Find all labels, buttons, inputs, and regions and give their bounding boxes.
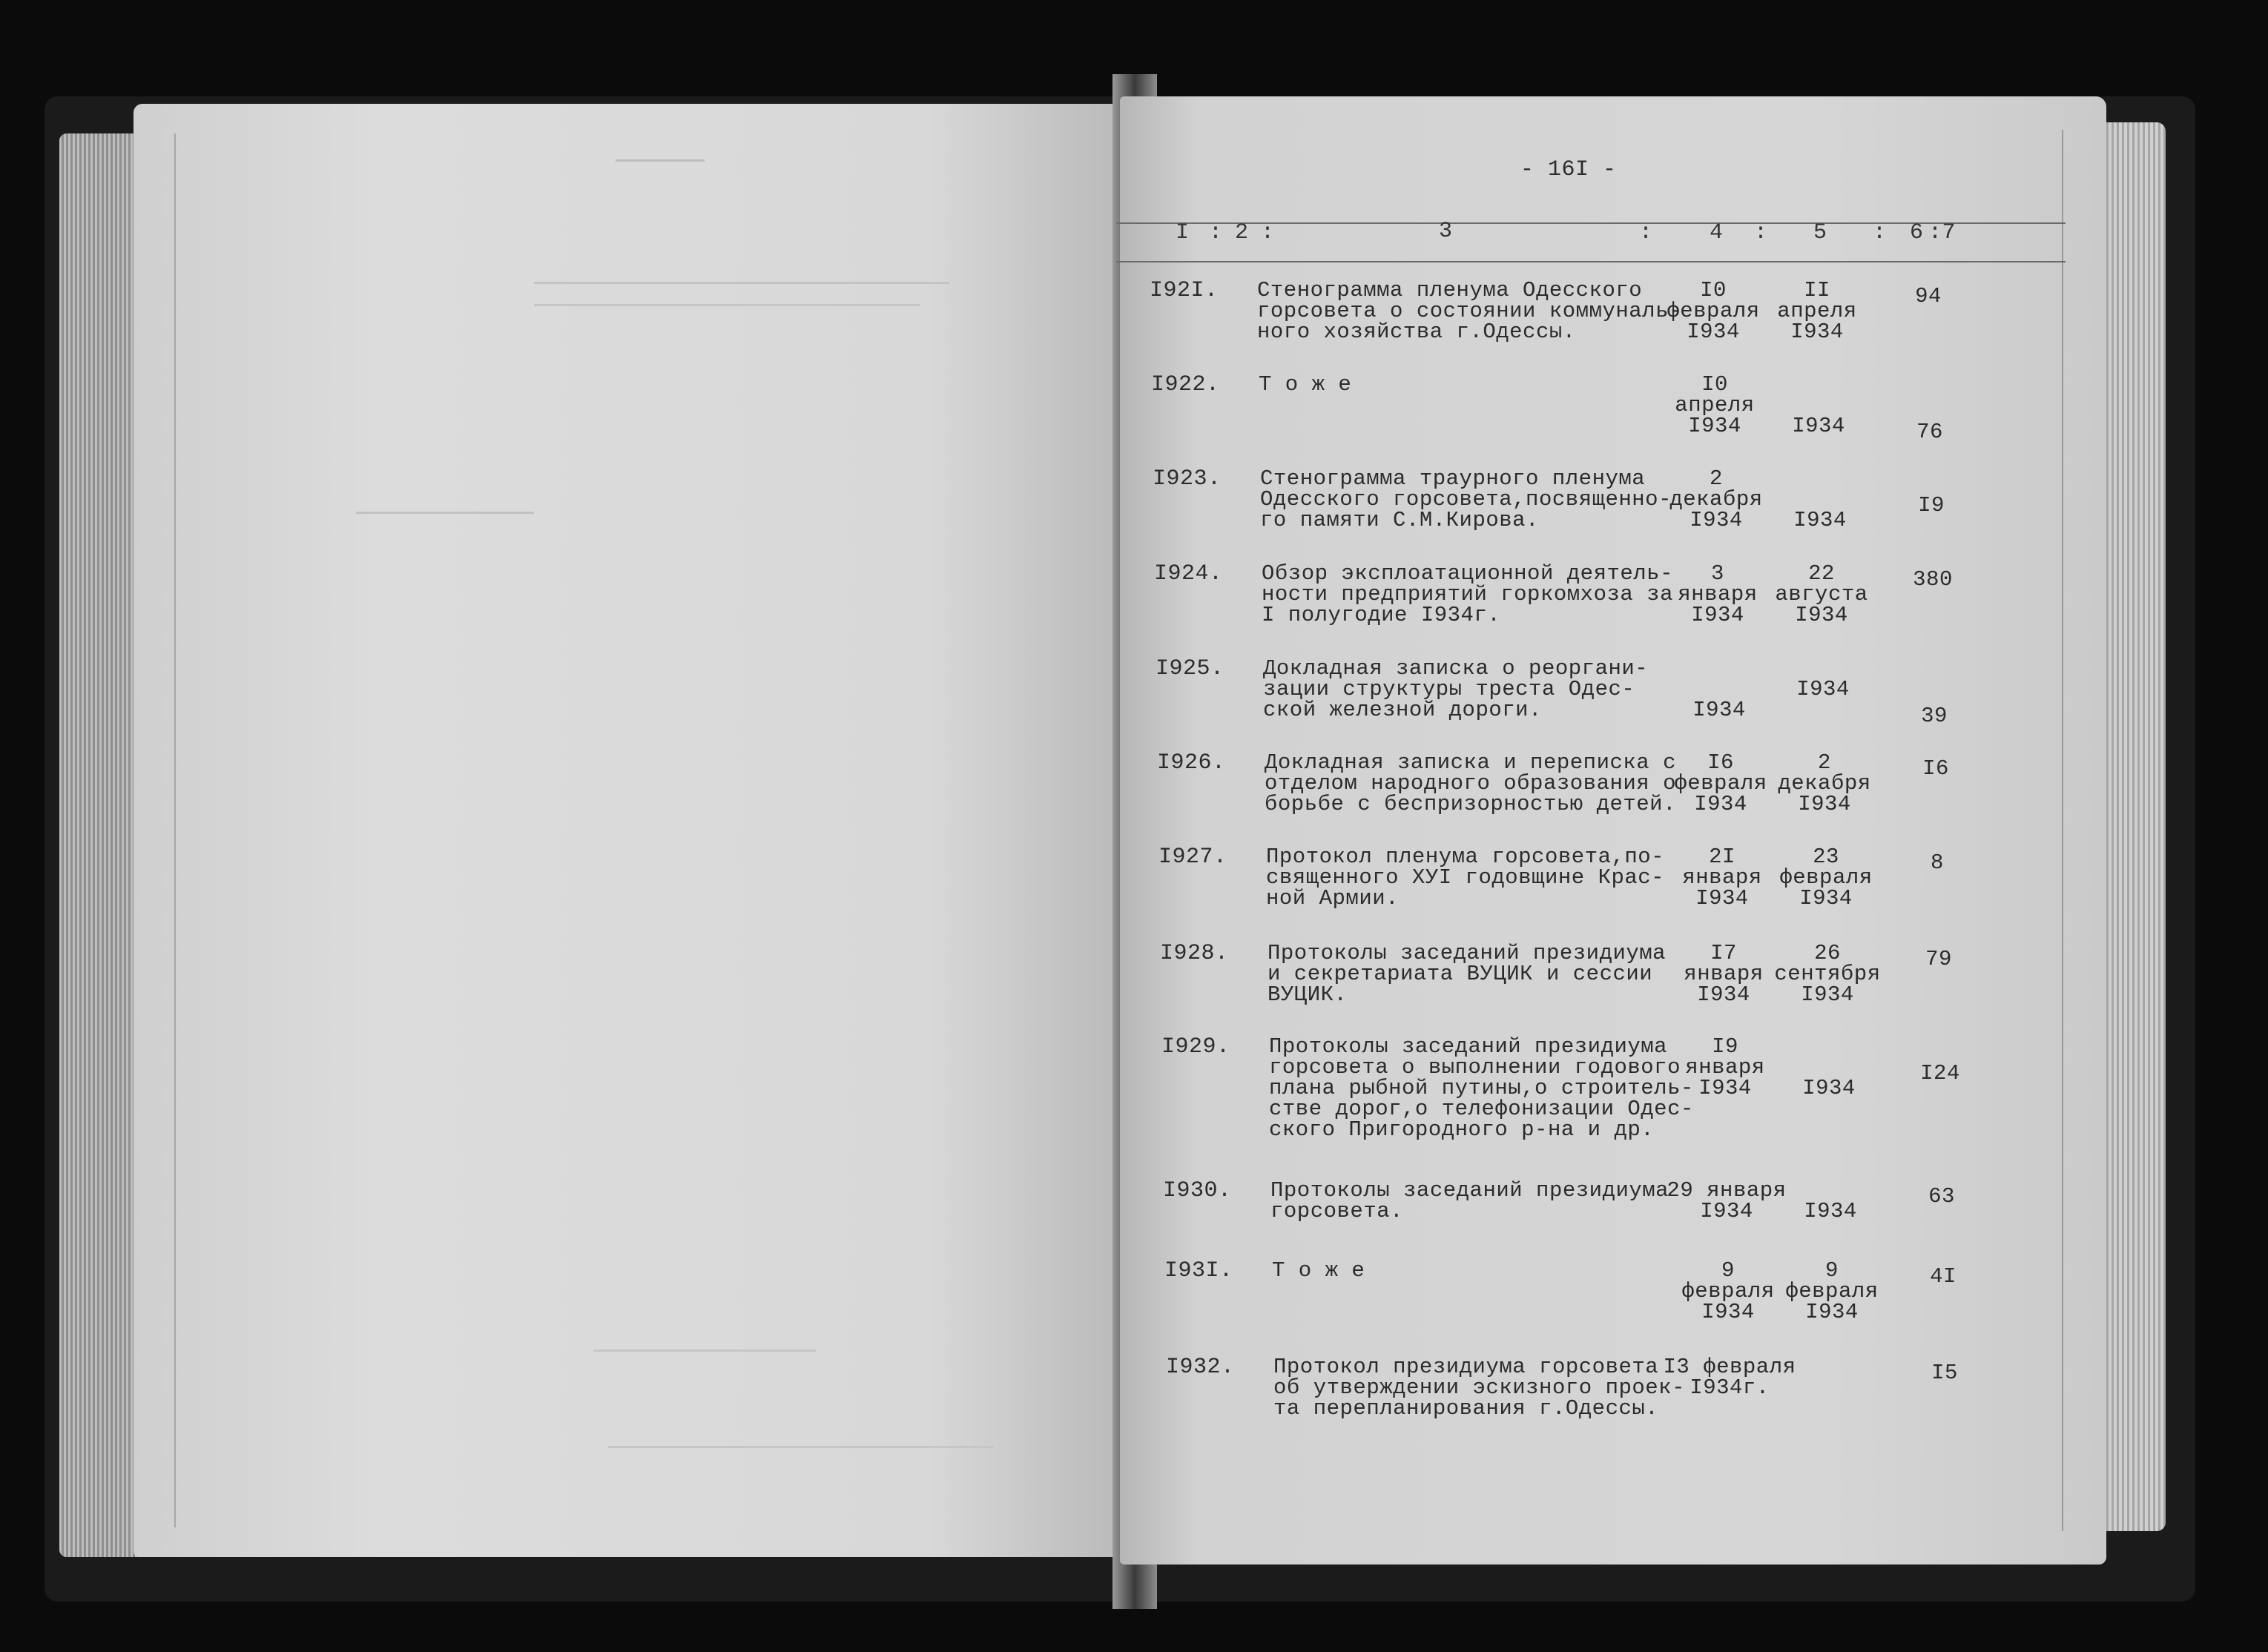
entry-end-date-line: 22 xyxy=(1808,561,1835,586)
header-rule-bottom xyxy=(1116,261,2066,262)
entry-start-date-line: января xyxy=(1684,962,1764,986)
entry-start-date-line: I934 xyxy=(1687,320,1740,344)
entry-number: I926. xyxy=(1157,750,1226,776)
page-number: - 16I - xyxy=(1520,157,1617,182)
entry-start-date-line: февраля xyxy=(1667,299,1760,323)
entry-description-line: и секретариата ВУЦИК и сессии xyxy=(1267,962,1653,986)
entry-sheet-count: 76 xyxy=(1916,420,1943,444)
column-header-sep: : xyxy=(1261,220,1275,245)
column-header-sep: : xyxy=(1209,220,1223,245)
entry-end-date-line: декабря xyxy=(1778,771,1871,796)
bleed-mark xyxy=(616,159,705,162)
entry-start-date-line: I6 xyxy=(1707,750,1734,775)
entry-start-date-line: I934 xyxy=(1701,1300,1755,1324)
column-header-5: 5 xyxy=(1813,220,1827,245)
column-header-sep: : xyxy=(1873,220,1887,245)
entry-description-line: Протоколы заседаний президиума xyxy=(1267,941,1667,965)
entry-description-line: Стенограмма траурного пленума xyxy=(1260,466,1646,491)
entry-start-date-line: января xyxy=(1678,582,1758,607)
entry-start-date-line: I934 xyxy=(1690,508,1743,532)
entry-end-date-line: I934 xyxy=(1805,1300,1859,1324)
entry-end-date-line: 26 xyxy=(1814,941,1841,965)
entry-start-date-line: января xyxy=(1685,1055,1765,1080)
entry-end-date-line: 9 xyxy=(1825,1258,1839,1283)
entry-sheet-count: I6 xyxy=(1922,756,1949,781)
entry-description-line: горсовета. xyxy=(1270,1199,1404,1223)
entry-start-date-line: I934 xyxy=(1698,1076,1752,1100)
entry-start-date-line: I7 xyxy=(1710,941,1737,965)
entry-start-date-line: I9 xyxy=(1712,1034,1738,1059)
column-header-2: 2 xyxy=(1235,220,1249,245)
bleed-mark xyxy=(593,1349,816,1352)
entry-description-line: борьбе с беспризорностью детей. xyxy=(1265,792,1676,816)
left-page xyxy=(133,104,1127,1557)
entry-number: I929. xyxy=(1161,1034,1230,1060)
entry-description-line: горсовета о состоянии коммуналь- xyxy=(1257,299,1682,323)
entry-sheet-count: 8 xyxy=(1931,850,1944,875)
entry-end-date-line: I934 xyxy=(1795,603,1848,627)
bleed-mark xyxy=(534,304,920,306)
entry-end-date-line: I934 xyxy=(1792,414,1845,438)
entry-number: I93I. xyxy=(1164,1258,1233,1283)
entry-description-line: Одесского горсовета,посвященно- xyxy=(1260,487,1672,512)
entry-description-line: ской железной дороги. xyxy=(1263,698,1542,722)
entry-number: I924. xyxy=(1154,561,1223,587)
entry-end-date-line: II xyxy=(1804,278,1830,303)
entry-start-date-line: декабря xyxy=(1669,487,1763,512)
entry-start-date-line: 2 xyxy=(1710,466,1723,491)
entry-start-date-line: I934 xyxy=(1695,886,1749,911)
entry-start-date-line: I934г. xyxy=(1690,1375,1770,1400)
entry-sheet-count: 4I xyxy=(1930,1264,1957,1289)
entry-sheet-count: I9 xyxy=(1918,493,1945,518)
entry-start-date-line: 29 января xyxy=(1667,1178,1787,1203)
entry-description-line: Стенограмма пленума Одесского xyxy=(1257,278,1643,303)
entry-start-date-line: I0 xyxy=(1700,278,1727,303)
entry-description-line: стве дорог,о телефонизации Одес- xyxy=(1269,1097,1694,1121)
entry-sheet-count: 94 xyxy=(1915,284,1942,308)
bleed-mark xyxy=(608,1446,994,1448)
entry-sheet-count: 380 xyxy=(1913,567,1953,592)
entry-number: I932. xyxy=(1166,1355,1235,1380)
bleed-mark xyxy=(356,512,534,514)
entry-end-date-line: сентября xyxy=(1774,962,1881,986)
entry-description-line: Обзор эксплоатационной деятель- xyxy=(1262,561,1673,586)
entry-start-date-line: февраля xyxy=(1674,771,1767,796)
right-margin-line xyxy=(2062,130,2063,1531)
entry-sheet-count: 79 xyxy=(1925,947,1952,971)
entry-sheet-count: I24 xyxy=(1920,1061,1960,1086)
entry-number: I927. xyxy=(1158,845,1227,870)
left-margin-line xyxy=(174,133,176,1527)
entry-start-date-line: I934 xyxy=(1697,982,1750,1007)
column-header-1: I xyxy=(1176,220,1190,245)
bleed-mark xyxy=(534,282,949,284)
entry-start-date-line: I934 xyxy=(1700,1199,1753,1223)
entry-end-date-line: 2 xyxy=(1818,750,1831,775)
entry-end-date-line: февраля xyxy=(1785,1279,1879,1304)
entry-description-line: Т о ж е xyxy=(1259,372,1352,397)
entry-end-date-line: I934 xyxy=(1790,320,1844,344)
entry-description-line: I полугодие I934г. xyxy=(1262,603,1501,627)
column-header-3: 3 xyxy=(1439,219,1453,244)
entry-start-date-line: I3 февраля xyxy=(1663,1355,1796,1379)
entry-description-line: Протокол президиума горсовета xyxy=(1273,1355,1659,1379)
entry-description-line: Докладная записка и переписка с xyxy=(1265,750,1676,775)
column-header-sep: : xyxy=(1754,220,1768,245)
entry-end-date-line: I934 xyxy=(1804,1199,1857,1223)
entry-number: I922. xyxy=(1151,372,1220,397)
column-header-7: :7 xyxy=(1928,220,1957,245)
column-header-4: 4 xyxy=(1710,220,1724,245)
entry-description-line: об утверждении эскизного проек- xyxy=(1273,1375,1685,1400)
entry-start-date-line: I0 xyxy=(1701,372,1728,397)
entry-description-line: отделом народного образования о xyxy=(1265,771,1676,796)
entry-end-date-line: августа xyxy=(1775,582,1868,607)
entry-description-line: ного хозяйства г.Одессы. xyxy=(1257,320,1576,344)
entry-description-line: го памяти С.М.Кирова. xyxy=(1260,508,1539,532)
entry-number: I928. xyxy=(1160,941,1229,966)
entry-end-date-line: I934 xyxy=(1798,792,1851,816)
entry-description-line: ности предприятий горкомхоза за xyxy=(1262,582,1673,607)
entry-description-line: плана рыбной путины,о строитель- xyxy=(1269,1076,1694,1100)
entry-sheet-count: 39 xyxy=(1921,704,1948,728)
entry-description-line: зации структуры треста Одес- xyxy=(1263,677,1635,701)
entry-sheet-count: I5 xyxy=(1931,1361,1958,1385)
entry-description-line: ского Пригородного р-на и др. xyxy=(1269,1117,1655,1142)
entry-description-line: ВУЦИК. xyxy=(1267,982,1348,1007)
entry-start-date-line: I934 xyxy=(1688,414,1741,438)
entry-number: I923. xyxy=(1153,466,1222,492)
entry-start-date-line: I934 xyxy=(1691,603,1744,627)
entry-description-line: Протоколы заседаний президиума xyxy=(1269,1034,1668,1059)
entry-start-date-line: января xyxy=(1682,865,1762,890)
entry-sheet-count: 63 xyxy=(1928,1184,1955,1209)
entry-number: I925. xyxy=(1156,656,1224,681)
column-header-sep: : xyxy=(1639,220,1653,245)
entry-number: I930. xyxy=(1163,1178,1232,1203)
entry-end-date-line: апреля xyxy=(1777,299,1857,323)
entry-start-date-line: I934 xyxy=(1692,698,1746,722)
entry-description-line: Т о ж е xyxy=(1272,1258,1365,1283)
entry-description-line: горсовета о выполнении годового xyxy=(1269,1055,1681,1080)
entry-start-date-line: 2I xyxy=(1709,845,1735,869)
entry-start-date-line: I934 xyxy=(1694,792,1747,816)
entry-end-date-line: I934 xyxy=(1796,677,1850,701)
entry-start-date-line: 3 xyxy=(1711,561,1724,586)
entry-end-date-line: 23 xyxy=(1813,845,1839,869)
entry-description-line: Докладная записка о реоргани- xyxy=(1263,656,1649,681)
entry-end-date-line: I934 xyxy=(1793,508,1847,532)
entry-end-date-line: I934 xyxy=(1801,982,1854,1007)
entry-start-date-line: апреля xyxy=(1675,393,1755,417)
entry-end-date-line: февраля xyxy=(1779,865,1873,890)
entry-start-date-line: 9 xyxy=(1721,1258,1735,1283)
entry-description-line: та перепланирования г.Одессы. xyxy=(1273,1396,1659,1421)
entry-description-line: Протокол пленума горсовета,по- xyxy=(1266,845,1665,869)
entry-end-date-line: I934 xyxy=(1802,1076,1856,1100)
entry-description-line: ной Армии. xyxy=(1266,886,1400,911)
entry-description-line: Протоколы заседаний президиума xyxy=(1270,1178,1669,1203)
entry-description-line: священного ХУI годовщине Крас- xyxy=(1266,865,1665,890)
entry-end-date-line: I934 xyxy=(1799,886,1853,911)
entry-start-date-line: февраля xyxy=(1681,1279,1775,1304)
column-header-6: 6 xyxy=(1910,220,1924,245)
entry-number: I92I. xyxy=(1150,278,1219,303)
